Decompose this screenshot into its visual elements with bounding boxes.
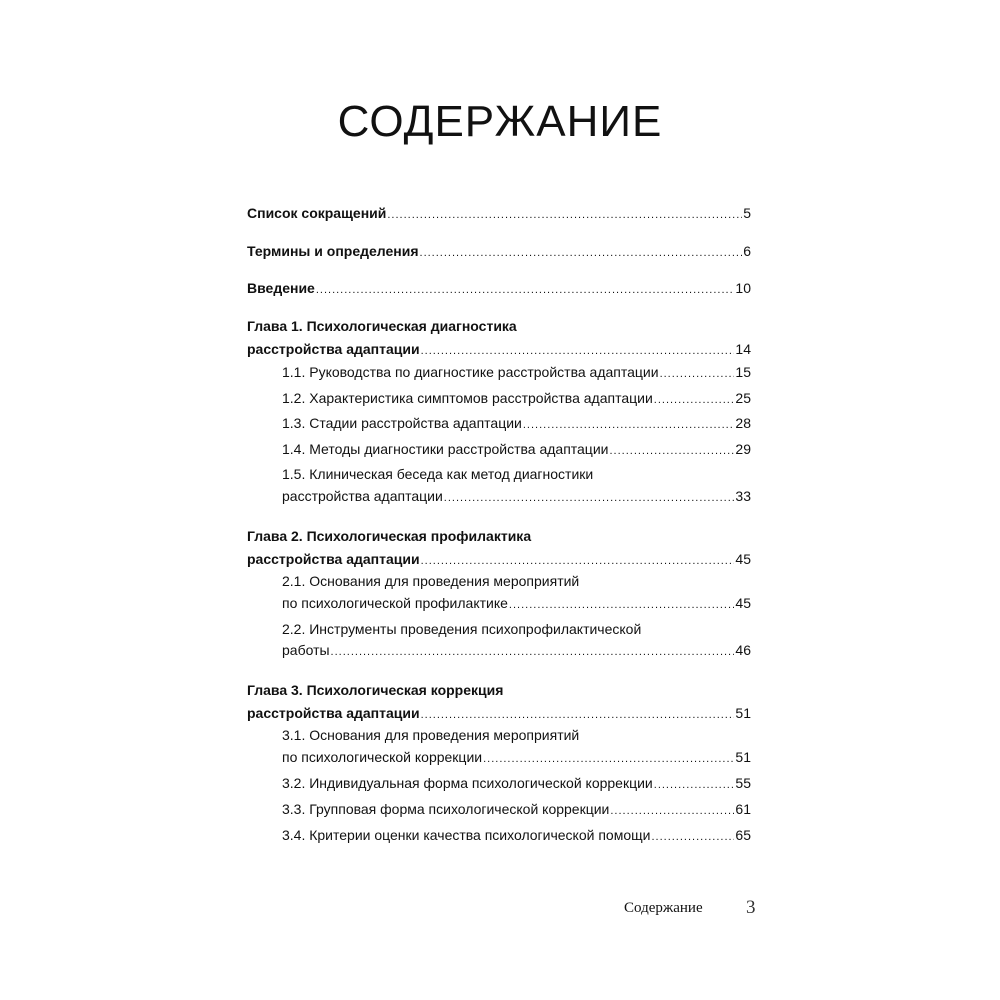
toc-entry-label: 3.3. Групповая форма психологической коррекции [282,801,610,817]
dot-leader [421,342,735,360]
toc-chapter-2[interactable] [247,550,751,570]
toc-section-1-1[interactable] [282,363,751,383]
toc-section-3-1-line1[interactable] [282,726,751,744]
toc-entry-abbreviations[interactable] [247,204,751,224]
toc-page-number: 45 [735,595,751,611]
toc-section-2-1-line1[interactable] [282,572,751,590]
toc-page-number: 45 [735,551,751,567]
toc-section-2-2-line1[interactable] [282,620,751,638]
toc-entry-label: 3.1. Основания для проведения мероприятий [282,727,580,743]
toc-page-number: 10 [735,280,751,296]
dot-leader [654,391,735,409]
toc-page-number: 6 [743,243,751,259]
toc-chapter-3-title-line1[interactable] [247,681,751,699]
toc-page-number: 51 [735,705,751,721]
running-footer-label: Содержание [624,900,703,916]
toc-entry-label: Термины и определения [247,243,419,259]
dot-leader [387,206,742,224]
dot-leader [509,596,735,614]
dot-leader [444,489,735,507]
dot-leader [610,802,734,820]
dot-leader [651,828,734,846]
toc-section-3-1[interactable] [282,748,751,768]
toc-entry-label: 2.2. Инструменты проведения психопрофилактической [282,621,642,637]
toc-entry-label: 1.1. Руководства по диагностике расстройства адаптации [282,364,659,380]
dot-leader [483,750,734,768]
dot-leader [421,552,735,570]
toc-entry-label: 1.5. Клиническая беседа как метод диагностики [282,466,594,482]
dot-leader [420,244,743,262]
toc-section-1-5-line1[interactable] [282,465,751,483]
toc-page-number: 55 [735,775,751,791]
toc-entry-label: 3.4. Критерии оценки качества психологической помощи [282,827,651,843]
toc-entry-label: расстройства адаптации [282,488,443,504]
toc-section-3-3[interactable] [282,800,751,820]
toc-chapter-3[interactable] [247,704,751,724]
toc-chapter-1-title-line1[interactable] [247,317,751,335]
toc-entry-label: Введение [247,280,315,296]
toc-section-3-4[interactable] [282,826,751,846]
toc-page-number: 14 [735,341,751,357]
dot-leader [654,776,735,794]
toc-entry-label: расстройства адаптации [247,705,420,721]
dot-leader [331,643,735,661]
toc-section-2-1[interactable] [282,594,751,614]
page-number: 3 [746,897,756,918]
toc-page-number: 65 [735,827,751,843]
toc-chapter-1[interactable] [247,340,751,360]
toc-page-number: 28 [735,415,751,431]
toc-entry-terms[interactable] [247,242,751,262]
toc-entry-introduction[interactable] [247,279,751,299]
toc-entry-label: 1.3. Стадии расстройства адаптации [282,415,522,431]
page-title: СОДЕРЖАНИЕ [337,97,663,146]
dot-leader [316,281,735,299]
toc-entry-label: 3.2. Индивидуальная форма психологической коррекции [282,775,653,791]
toc-entry-label: расстройства адаптации [247,341,420,357]
toc-page-number: 5 [743,205,751,221]
dot-leader [660,365,735,383]
toc-chapter-2-title-line1[interactable] [247,527,751,545]
toc-entry-label: 1.4. Методы диагностики расстройства адаптации [282,441,609,457]
toc-entry-label: Глава 2. Психологическая профилактика [247,528,532,544]
toc-entry-label: по психологической коррекции [282,749,483,765]
toc-section-1-4[interactable] [282,440,751,460]
toc-page-number: 33 [735,488,751,504]
toc-page-number: 29 [735,441,751,457]
toc-page-number: 25 [735,390,751,406]
toc-page-number: 15 [735,364,751,380]
dot-leader [421,706,735,724]
toc-entry-label: Глава 3. Психологическая коррекция [247,682,504,698]
toc-section-1-3[interactable] [282,414,751,434]
dot-leader [609,442,734,460]
toc-page-number: 61 [735,801,751,817]
toc-section-1-5[interactable] [282,487,751,507]
toc-entry-label: по психологической профилактике [282,595,508,611]
toc-entry-label: Список сокращений [247,205,387,221]
toc-page-number: 46 [735,642,751,658]
dot-leader [523,416,735,434]
toc-section-2-2[interactable] [282,641,751,661]
toc-section-1-2[interactable] [282,389,751,409]
toc-section-3-2[interactable] [282,774,751,794]
toc-entry-label: Глава 1. Психологическая диагностика [247,318,517,334]
toc-page-number: 51 [735,749,751,765]
toc-entry-label: расстройства адаптации [247,551,420,567]
toc-entry-label: работы [282,642,330,658]
toc-entry-label: 2.1. Основания для проведения мероприятий [282,573,580,589]
toc-entry-label: 1.2. Характеристика симптомов расстройства адаптации [282,390,653,406]
